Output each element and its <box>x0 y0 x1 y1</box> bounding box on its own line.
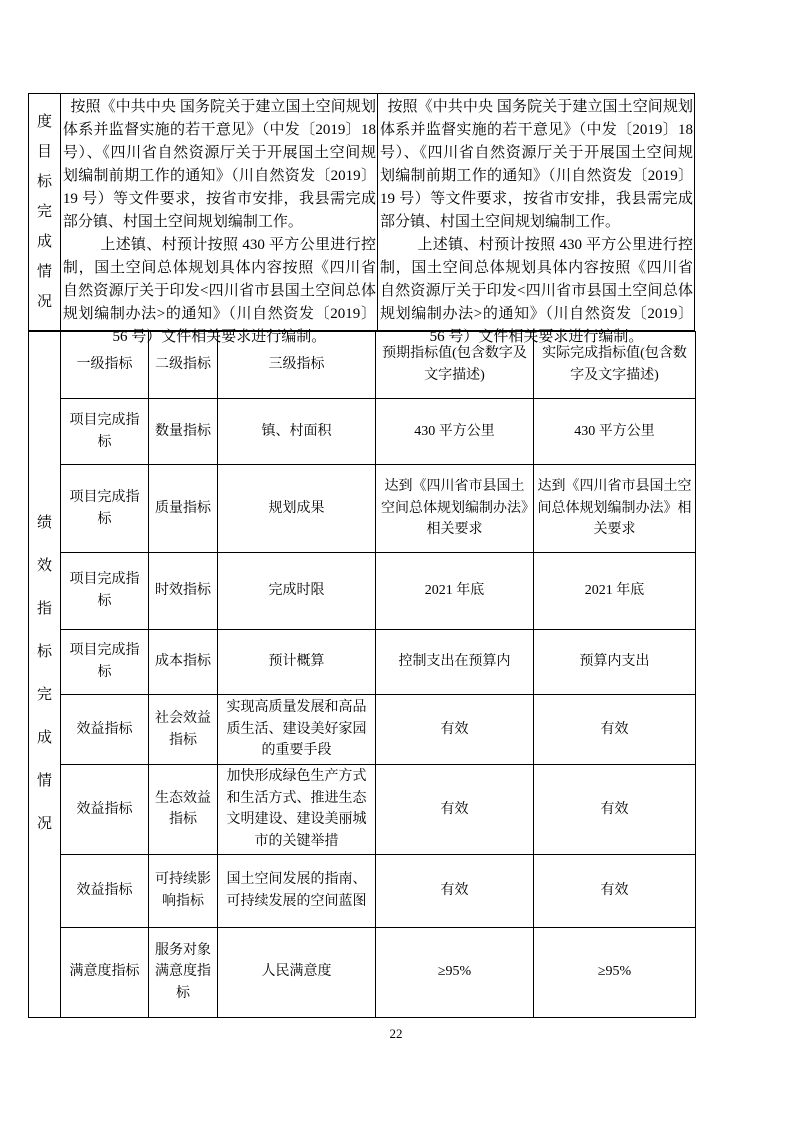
cell-level2: 可持续影响指标 <box>149 854 218 927</box>
performance-indicator-table <box>28 331 696 1018</box>
annual-goal-section <box>28 93 695 345</box>
cell-level3: 加快形成绿色生产方式和生活方式、推进生态文明建设、建设美丽城市的关键举措 <box>218 765 376 855</box>
cell-expected: ≥95% <box>376 927 534 1017</box>
cell-level2: 社会效益指标 <box>149 695 218 765</box>
table-row <box>29 630 696 695</box>
cell-level1: 项目完成指标 <box>61 553 149 630</box>
cell-level1: 效益指标 <box>61 765 149 855</box>
table-row <box>29 854 696 927</box>
cell-level1: 项目完成指标 <box>61 399 149 465</box>
cell-expected: 达到《四川省市县国土空间总体规划编制办法》相关要求 <box>376 465 534 553</box>
cell-expected: 有效 <box>376 854 534 927</box>
page-number: 22 <box>389 1026 403 1041</box>
cell-level2: 服务对象满意度指标 <box>149 927 218 1017</box>
cell-actual: 预算内支出 <box>534 630 696 695</box>
cell-level2: 数量指标 <box>149 399 218 465</box>
cell-level3: 预计概算 <box>218 630 376 695</box>
cell-actual: 有效 <box>534 765 696 855</box>
cell-level1: 效益指标 <box>61 695 149 765</box>
cell-actual: 达到《四川省市县国土空间总体规划编制办法》相关要求 <box>534 465 696 553</box>
cell-expected: 控制支出在预算内 <box>376 630 534 695</box>
cell-actual: 有效 <box>534 854 696 927</box>
cell-level1: 项目完成指标 <box>61 630 149 695</box>
annual-goal-row-label-cell <box>29 94 61 330</box>
table-row <box>29 765 696 855</box>
cell-level3: 镇、村面积 <box>218 399 376 465</box>
cell-level1: 项目完成指标 <box>61 465 149 553</box>
table-row <box>29 465 696 553</box>
header-level2: 二级指标 <box>149 332 218 399</box>
cell-actual: 有效 <box>534 695 696 765</box>
cell-level3: 人民满意度 <box>218 927 376 1017</box>
cell-actual: 430 平方公里 <box>534 399 696 465</box>
cell-level2: 成本指标 <box>149 630 218 695</box>
header-level3: 三级指标 <box>218 332 376 399</box>
header-level1: 一级指标 <box>61 332 149 399</box>
cell-level3: 实现高质量发展和高品质生活、建设美好家园的重要手段 <box>218 695 376 765</box>
annual-goal-row-label: 度目标完成情况 <box>36 114 52 310</box>
cell-level1: 满意度指标 <box>61 927 149 1017</box>
cell-actual: 2021 年底 <box>534 553 696 630</box>
table-row <box>29 553 696 630</box>
cell-level2: 生态效益指标 <box>149 765 218 855</box>
cell-expected: 430 平方公里 <box>376 399 534 465</box>
table-row <box>29 695 696 765</box>
annual-goal-left-cell <box>61 94 377 345</box>
cell-level1: 效益指标 <box>61 854 149 927</box>
annual-goal-right-paragraph-2: 上述镇、村预计按照 430 平方公里进行控制，国土空间总体规划具体内容按照《四川省自然资源厅关于印发<四川省市县国土空间总体规划编制办法>的通知》（川自然资发〔2019〕56 号）文件相关要求进行编制。 <box>379 237 693 345</box>
annual-goal-right-cell <box>377 94 694 345</box>
performance-row-label-cell <box>29 332 61 1018</box>
cell-level3: 国土空间发展的指南、可持续发展的空间蓝图 <box>218 854 376 927</box>
cell-actual: ≥95% <box>534 927 696 1017</box>
header-actual-value: 实际完成指标值(包含数字及文字描述) <box>534 332 696 399</box>
annual-goal-left-paragraph-2: 上述镇、村预计按照 430 平方公里进行控制，国土空间总体规划具体内容按照《四川省自然资源厅关于印发<四川省市县国土空间总体规划编制办法>的通知》（川自然资发〔2019〕56 号）文件相关要求进行编制。 <box>62 237 376 345</box>
annual-goal-left-paragraph-1: 按照《中共中央 国务院关于建立国土空间规划体系并监督实施的若干意见》（中发〔2019〕18 号）、《四川省自然资源厅关于开展国土空间规划编制前期工作的通知》（川自然资发〔2019〕19 号）等文件要求，按省市安排，我县需完成部分镇、村国土空间规划编制工作。 <box>62 99 376 230</box>
cell-expected: 2021 年底 <box>376 553 534 630</box>
cell-level2: 时效指标 <box>149 553 218 630</box>
report-table <box>28 93 695 1018</box>
cell-level3: 规划成果 <box>218 465 376 553</box>
cell-expected: 有效 <box>376 765 534 855</box>
performance-row-label: 绩效指标完成情况 <box>36 515 52 833</box>
header-expected-value: 预期指标值(包含数字及文字描述) <box>376 332 534 399</box>
table-row <box>29 927 696 1017</box>
annual-goal-right-paragraph-1: 按照《中共中央 国务院关于建立国土空间规划体系并监督实施的若干意见》（中发〔2019〕18 号）、《四川省自然资源厅关于开展国土空间规划编制前期工作的通知》（川自然资发〔2019〕19 号）等文件要求，按省市安排，我县需完成部分镇、村国土空间规划编制工作。 <box>379 99 693 230</box>
cell-level3: 完成时限 <box>218 553 376 630</box>
cell-level2: 质量指标 <box>149 465 218 553</box>
cell-expected: 有效 <box>376 695 534 765</box>
table-row <box>29 399 696 465</box>
